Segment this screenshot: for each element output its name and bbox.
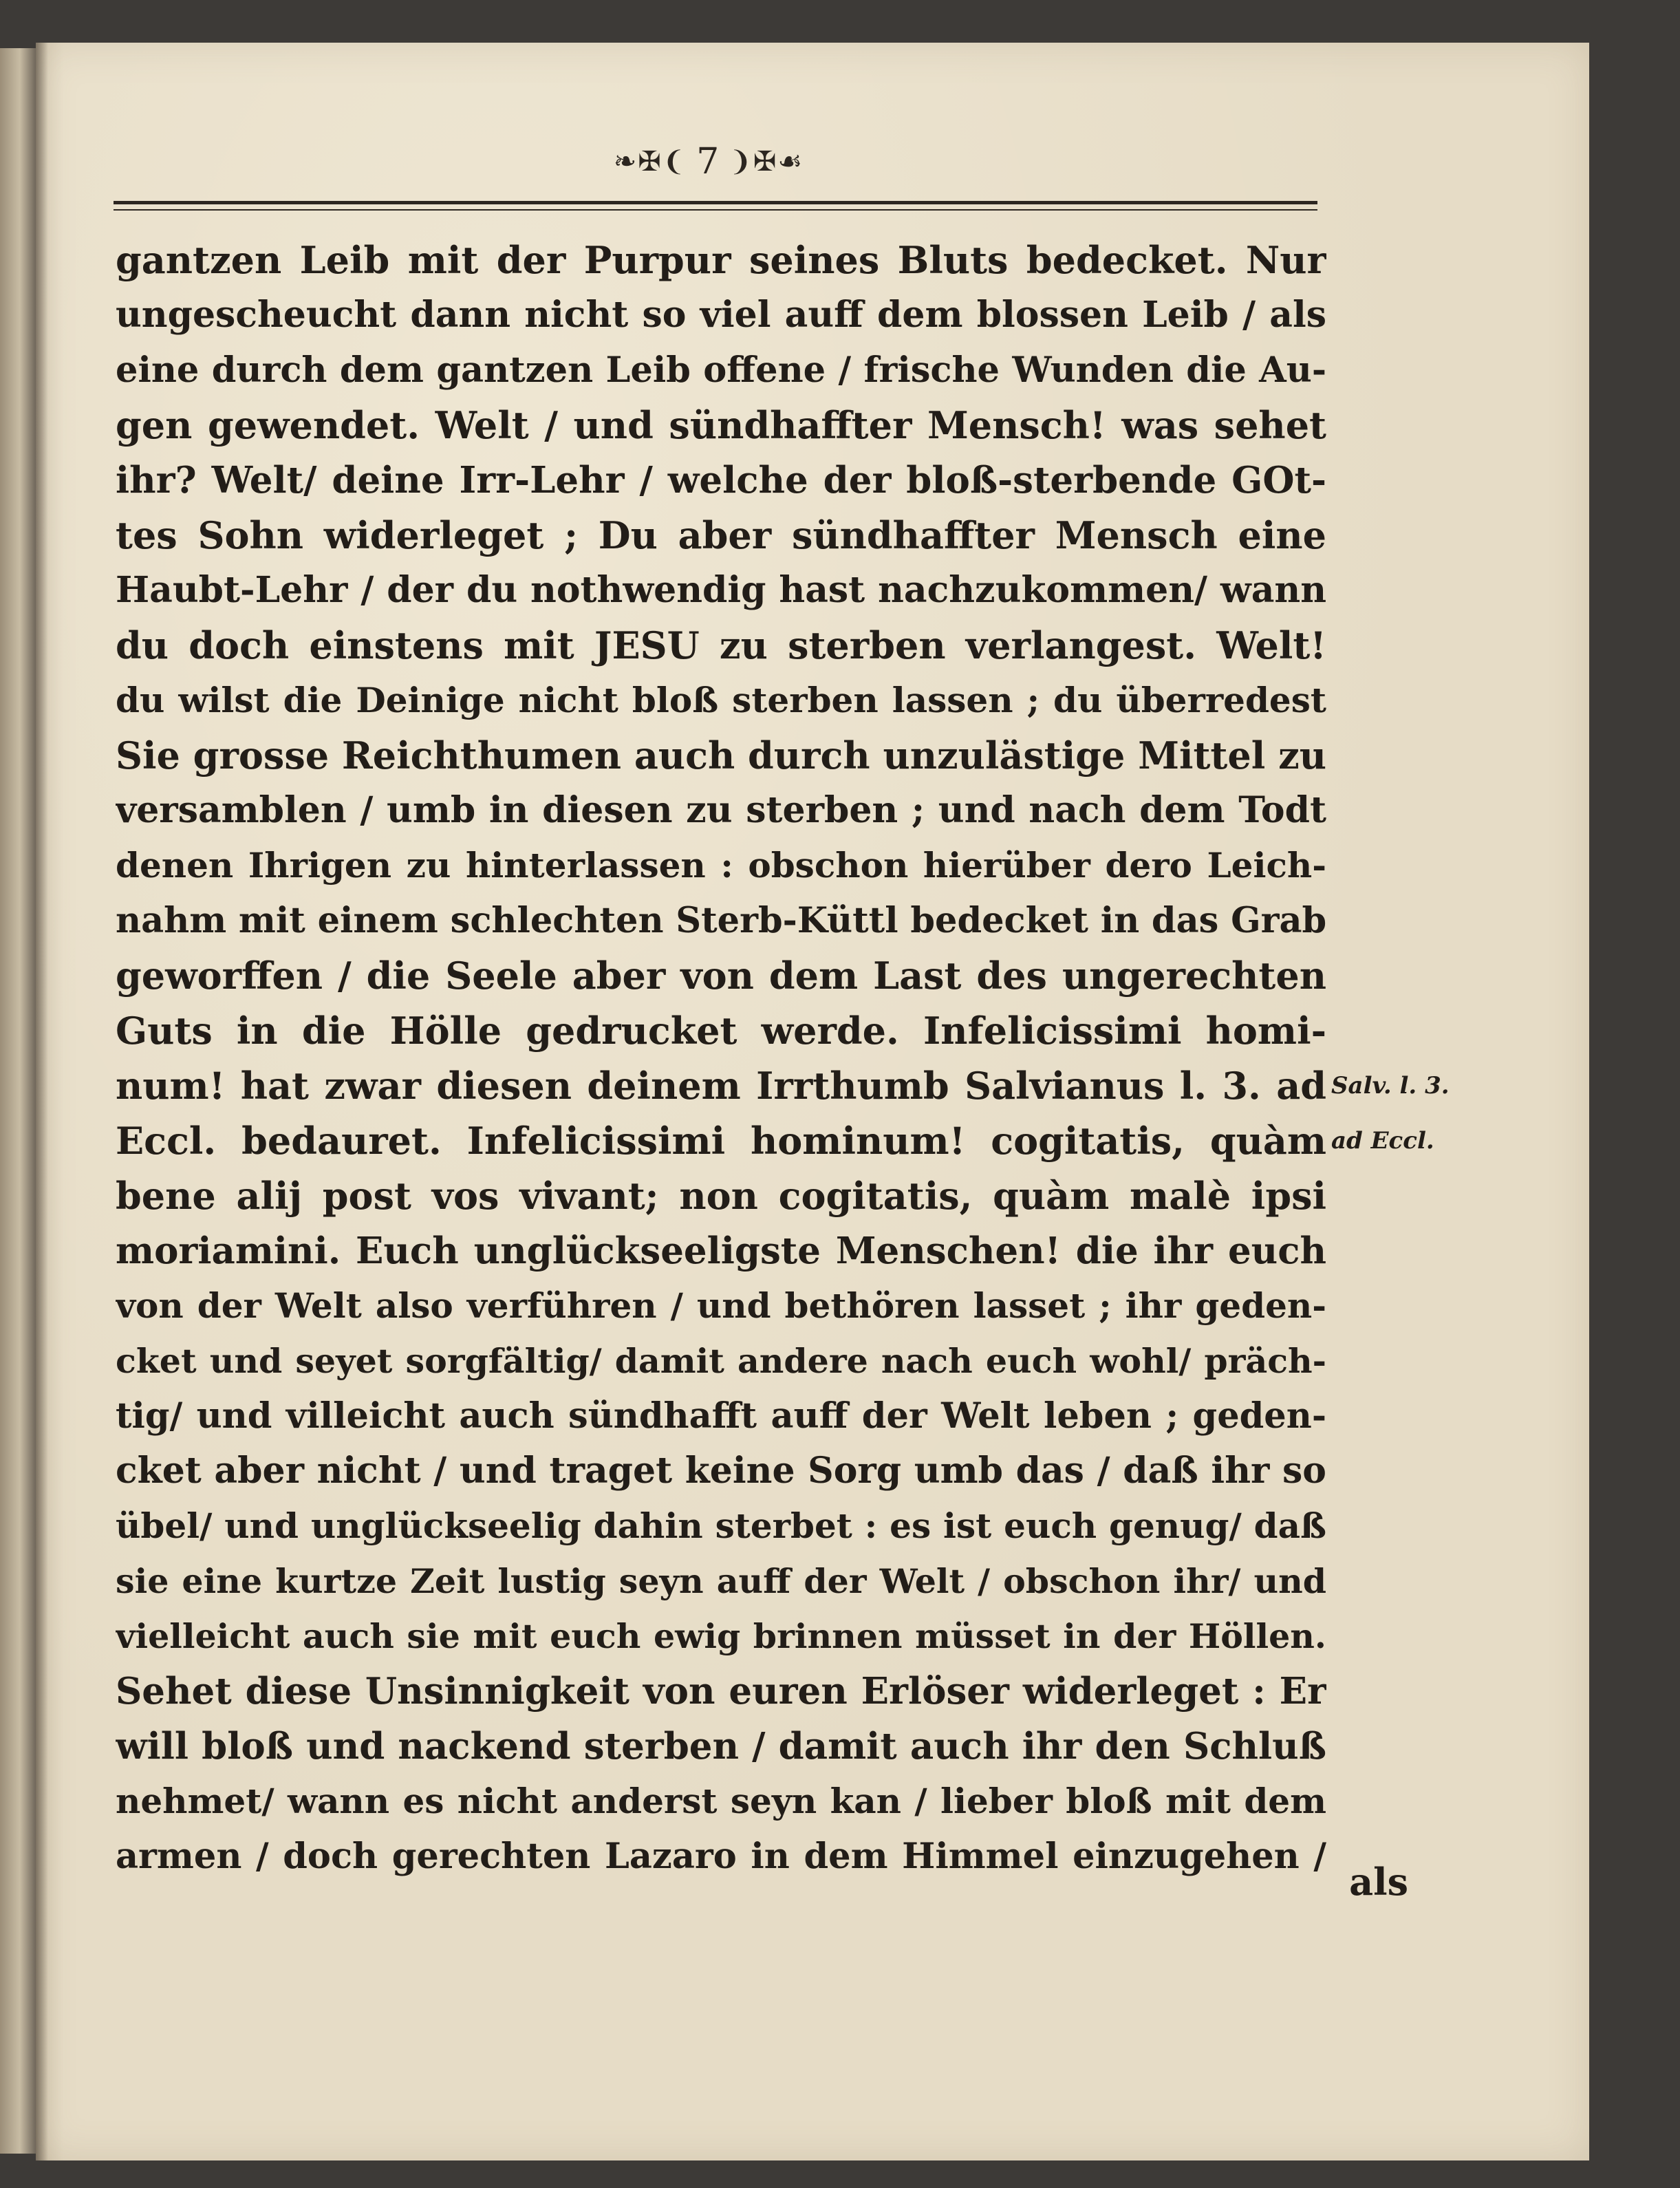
gutter-shadow	[36, 43, 48, 2160]
text-line: Haubt-Lehr / der du nothwendig hast nachzukommen/ wann	[116, 569, 1326, 611]
text-line: gen gewendet. Welt / und sündhaffter Mensch! was sehet	[116, 403, 1326, 447]
text-line: Guts in die Hölle gedrucket werde. Infelicissimi homi-	[116, 1009, 1326, 1053]
text-line: Sie grosse Reichthumen auch durch unzulästige Mittel zu	[116, 733, 1326, 777]
text-line: cket und seyet sorgfältig/ damit andere nach euch wohl/ präch-	[116, 1341, 1326, 1381]
text-line: tes Sohn widerleget ; Du aber sündhaffter Mensch eine	[116, 513, 1326, 557]
text-line: gantzen Leib mit der Purpur seines Bluts bedecket. Nur	[116, 238, 1326, 282]
text-line: num! hat zwar diesen deinem Irrthumb Salvianus l. 3. ad	[116, 1064, 1326, 1108]
ornament-right: ❩✠☙	[729, 146, 804, 178]
text-line: moriamini. Euch unglückseeligste Menschen! die ihr euch	[116, 1230, 1326, 1272]
previous-page-edge	[0, 48, 36, 2154]
body-text	[116, 233, 1326, 1884]
text-line: Eccl. bedauret. Infelicissimi hominum! cogitatis, quàm	[116, 1119, 1326, 1163]
marginal-note	[1331, 1058, 1469, 1168]
text-line: Sehet diese Unsinnigkeit von euren Erlöser widerleget : Er	[116, 1670, 1326, 1713]
text-line: von der Welt also verführen / und bethören lasset ; ihr geden-	[116, 1285, 1326, 1326]
page-header	[550, 138, 867, 186]
ornament-left: ❧✠❨	[613, 146, 687, 178]
text-line: ihr? Welt/ deine Irr-Lehr / welche der bloß-sterbende GOt-	[116, 459, 1326, 502]
text-line: tig/ und villeicht auch sündhafft auff der Welt leben ; geden-	[116, 1395, 1326, 1437]
marginal-note-line: Salv. l. 3.	[1331, 1072, 1450, 1100]
text-line: übel/ und unglückseelig dahin sterbet : es ist euch genug/ daß	[116, 1505, 1326, 1546]
catchword: als	[1349, 1860, 1408, 1904]
text-line: du doch einstens mit JESU zu sterben verlangest. Welt!	[116, 623, 1326, 667]
text-line: cket aber nicht / und traget keine Sorg umb das / daß ihr so	[116, 1450, 1326, 1492]
text-line: ungescheucht dann nicht so viel auff dem blossen Leib / als	[116, 294, 1326, 336]
text-line: denen Ihrigen zu hinterlassen : obschon hierüber dero Leich-	[116, 845, 1326, 886]
text-line: versamblen / umb in diesen zu sterben ; und nach dem Todt	[116, 789, 1326, 831]
text-line: du wilst die Deinige nicht bloß sterben lassen ; du überredest	[116, 680, 1326, 720]
text-line: sie eine kurtze Zeit lustig seyn auff der Welt / obschon ihr/ und	[116, 1561, 1326, 1601]
text-line: vielleicht auch sie mit euch ewig brinnen müsset in der Höllen.	[116, 1616, 1326, 1656]
text-line: armen / doch gerechten Lazaro in dem Himmel einzugehen /	[116, 1836, 1326, 1877]
marginal-note-line: ad Eccl.	[1331, 1127, 1434, 1155]
page-number: 7	[696, 141, 720, 182]
text-line: bene alij post vos vivant; non cogitatis, quàm malè ipsi	[116, 1174, 1326, 1218]
text-line: nahm mit einem schlechten Sterb-Küttl bedecket in das Grab	[116, 900, 1326, 941]
text-line: will bloß und nackend sterben / damit auch ihr den Schluß	[116, 1725, 1326, 1768]
header-rule	[114, 201, 1317, 211]
text-line: eine durch dem gantzen Leib offene / frische Wunden die Au-	[116, 350, 1326, 391]
text-line: nehmet/ wann es nicht anderst seyn kan / lieber bloß mit dem	[116, 1781, 1326, 1821]
text-line: geworffen / die Seele aber von dem Last des ungerechten	[116, 954, 1326, 998]
